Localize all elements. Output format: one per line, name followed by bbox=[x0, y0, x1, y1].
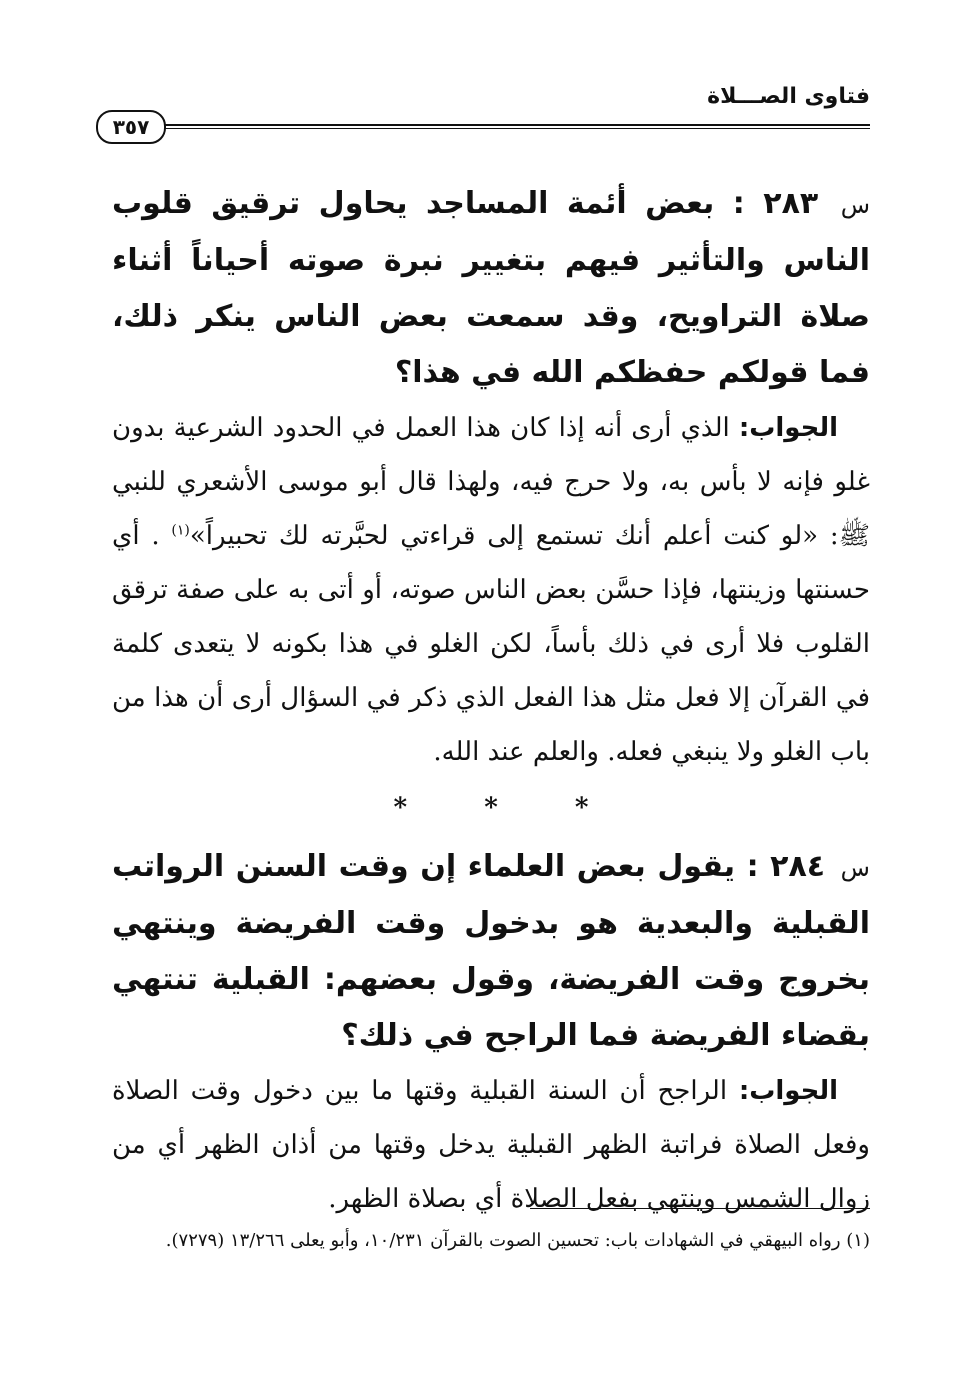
question-text: يقول بعض العلماء إن وقت السنن الرواتب القبلية والبعدية هو بدخول وقت الفريضة وينتهي بخروج وقت الفريضة، وقول بعضهم: القبلية تنتهي بقضاء الفريضة فما الراجح في ذلك؟ bbox=[112, 849, 870, 1053]
footnote-reference: (١) bbox=[171, 522, 190, 539]
body-text bbox=[112, 176, 870, 1226]
footnote: (١) رواه البيهقي في الشهادات باب: تحسين الصوت بالقرآن ١٠/٢٣١، وأبو يعلى ١٣/٢٦٦ (٧٢٧٩). bbox=[165, 1230, 870, 1251]
question-marker: س bbox=[840, 854, 870, 882]
question-283 bbox=[112, 176, 870, 401]
section-separator: * * * bbox=[393, 793, 623, 823]
header-rule bbox=[160, 124, 870, 129]
answer-text: الذي أرى أنه إذا كان هذا العمل في الحدود الشرعية بدون غلو فإنه لا بأس به، ولا حرج فيه، ولهذا قال أبو موسى الأشعري للنبي ﷺ: «لو كنت أعلم أنك تستمع إلى قراءتي لحبَّرته لك تحبيراً» bbox=[112, 413, 871, 551]
answer-text-continued: . أي حسنتها وزينتها، فإذا حسَّن بعض الناس صوته، أو أتى به على صفة ترقق القلوب فلا أرى في ذلك بأساً، لكن الغلو في هذا بكونه لا يتعدى كلمة في القرآن إلا فعل مثل هذا الفعل الذي ذكر في السؤال أرى أن هذا من باب الغلو ولا ينبغي فعله. والعلم عند الله. bbox=[112, 521, 870, 767]
question-marker: س bbox=[840, 191, 870, 219]
question-284 bbox=[112, 839, 870, 1064]
answer-283 bbox=[112, 401, 870, 779]
page-number: ٣٥٧ bbox=[96, 110, 166, 144]
question-text: بعض أئمة المساجد يحاول ترقيق قلوب الناس والتأثير فيهم بتغيير نبرة صوته أحياناً أثناء صلاة التراويح، وقد سمعت بعض الناس ينكر ذلك، فما قولكم حفظكم الله في هذا؟ bbox=[112, 186, 870, 390]
answer-label: الجواب: bbox=[738, 413, 839, 443]
question-number: ٢٨٤ : bbox=[746, 849, 826, 884]
answer-284 bbox=[112, 1064, 870, 1226]
running-title: فتاوى الصـــلاة bbox=[707, 84, 870, 109]
answer-text: الراجح أن السنة القبلية وقتها ما بين دخول وقت الصلاة وفعل الصلاة فراتبة الظهر القبلية يدخل وقتها من أذان الظهر أي من زوال الشمس وينتهي بفعل الصلاة أي بصلاة الظهر. bbox=[112, 1076, 870, 1214]
footnote-rule bbox=[530, 1208, 870, 1209]
answer-label: الجواب: bbox=[738, 1076, 839, 1106]
question-number: ٢٨٣ : bbox=[732, 186, 819, 221]
